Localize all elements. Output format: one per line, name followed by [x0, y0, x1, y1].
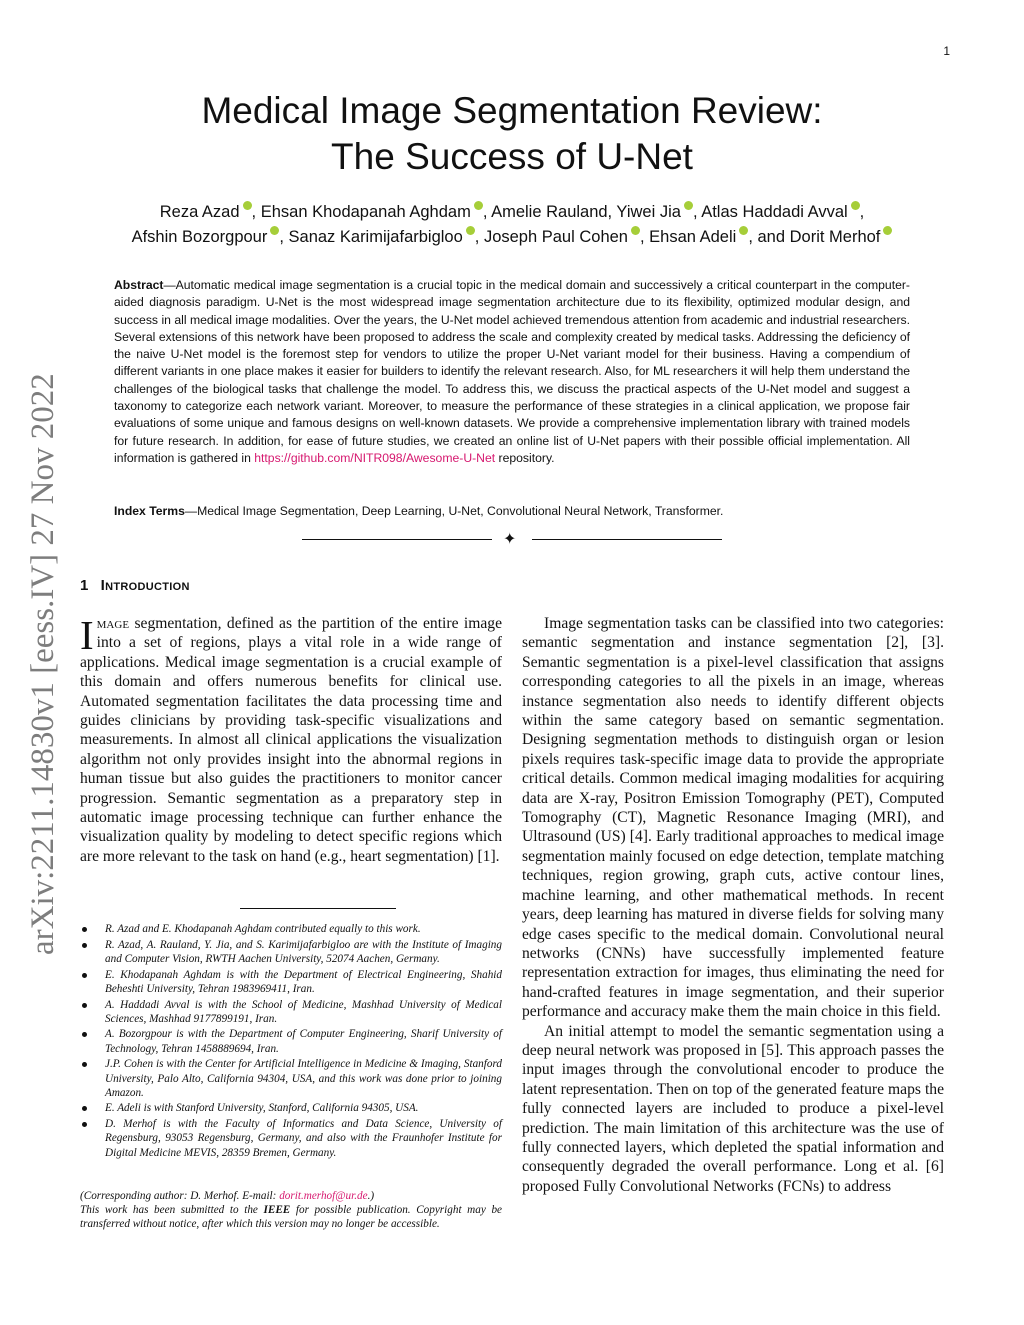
author-name: Amelie Rauland, Yiwei Jia	[491, 203, 693, 221]
footnote-item: E. Adeli is with Stanford University, Stanford, California 94305, USA.	[80, 1101, 502, 1115]
abstract	[114, 277, 910, 467]
section-title: Introduction	[100, 577, 190, 594]
footnote-rule	[240, 908, 396, 909]
arxiv-side-stamp[interactable]: arXiv:2211.14830v1 [eess.IV] 27 Nov 2022	[25, 373, 61, 955]
orcid-icon[interactable]	[883, 226, 892, 235]
footnote-item: E. Khodapanah Aghdam is with the Department of Electrical Engineering, Shahid Beheshti University, Tehran 1983969411, Iran.	[80, 968, 502, 996]
submission-note: This work has been submitted to the IEEE for possible publication. Copyright may be transferred without notice, after which this version may no longer be accessible.	[80, 1204, 502, 1230]
bullet-icon	[82, 973, 87, 978]
footnote-list	[80, 922, 502, 1161]
right-column	[522, 614, 944, 1196]
body-paragraph: An initial attempt to model the semantic segmentation using a deep neural network was proposed in [5]. This approach passes the input images through the convolutional encoder to produce the latent representation. Then on top of the generated feature maps the fully connected layers are included to produce a pixel-level prediction. The main limitation of this architecture was the use of fully connected layers, which depleted the spatial information and consequently degraded the overall performance. Long et al. [6] proposed Fully Convolutional Networks (FCNs) to address	[522, 1022, 944, 1195]
left-column	[80, 614, 502, 866]
abstract-label: Abstract	[114, 278, 164, 292]
bullet-icon	[82, 1122, 87, 1127]
bullet-icon	[82, 1062, 87, 1067]
github-repo-link[interactable]: https://github.com/NITR098/Awesome-U-Net	[254, 450, 496, 465]
divider-line	[302, 539, 492, 540]
drop-cap: I	[80, 612, 94, 658]
section-number: 1	[80, 577, 89, 594]
orcid-icon[interactable]	[270, 226, 279, 235]
author-name: Afshin Bozorgpour	[132, 228, 280, 246]
title-line-2: The Success of U-Net	[331, 136, 693, 177]
abstract-text-end: repository.	[495, 450, 555, 465]
email-link[interactable]: dorit.merhof@ur.de	[279, 1190, 368, 1202]
section-divider	[302, 529, 722, 548]
author-name: Atlas Haddadi Avval	[701, 203, 859, 221]
ieee-label: IEEE	[263, 1204, 291, 1216]
footnote-item: J.P. Cohen is with the Center for Artificial Intelligence in Medicine & Imaging, Stanford University, Palo Alto, California 94304, USA, and this work was done prior to joining Amazon.	[80, 1057, 502, 1100]
bullet-icon	[82, 1003, 87, 1008]
four-point-star-icon: ✦	[503, 529, 517, 548]
orcid-icon[interactable]	[631, 226, 640, 235]
orcid-icon[interactable]	[851, 201, 860, 210]
divider-line	[532, 539, 722, 540]
page-number: 1	[943, 44, 950, 58]
index-terms	[114, 503, 910, 520]
corresponding-note	[80, 1189, 502, 1231]
intro-paragraph	[80, 614, 502, 866]
body-paragraph: Image segmentation tasks can be classified into two categories: semantic segmentation and instance segmentation [2], [3]. Semantic segmentation is a pixel-level classification that assigns corresponding categories to all the pixels in an image, whereas instance segmentation also needs to identify different objects within the same category based on semantic segmentation. Designing segmentation methods to distinguish organ or lesion pixels requires task-specific image data to provide the appropriate critical details. Common medical imaging modalities for acquiring data are X-ray, Positron Emission Tomography (PET), Computed Tomography (CT), Magnetic Resonance Imaging (MRI), and Ultrasound (US) [4]. Early traditional approaches to medical image segmentation mainly focused on edge detection, template matching techniques, region growing, graph cuts, active contour lines, machine learning, and other mathematical methods. In recent years, deep learning has matured in diverse fields for solving many edge cases specific to the medical domain. Convolutional neural networks (CNNs) have successfully implemented feature representation extraction for images, thus eliminating the need for hand-crafted features in image segmentation, and their superior performance and accuracy make them the main choice in this field.	[522, 615, 944, 1021]
footnote-item: R. Azad, A. Rauland, Y. Jia, and S. Karimijafarbigloo are with the Institute of Imaging and Computer Vision, RWTH Aachen University, 52074 Aachen, Germany.	[80, 938, 502, 966]
author-name: Ehsan Khodapanah Aghdam	[261, 203, 483, 221]
author-name: Reza Azad	[160, 203, 252, 221]
paper-title	[100, 88, 924, 180]
author-name: Dorit Merhof	[790, 228, 893, 246]
author-name: Sanaz Karimijafarbigloo	[289, 228, 475, 246]
section-heading	[80, 577, 190, 594]
index-terms-label: Index Terms	[114, 504, 185, 518]
intro-smallcaps: mage	[96, 615, 130, 632]
abstract-text: —Automatic medical image segmentation is a crucial topic in the medical domain and successively a critical counterpart in the computer-aided diagnosis paradigm. U-Net is the most widespread image segmentation architecture due to its flexibility, optimized modular design, and success in all medical image modalities. Over the years, the U-Net model achieved tremendous attention from academic and industrial researchers. Several extensions of this network have been proposed to address the scale and complexity created by medical tasks. Addressing the deficiency of the naive U-Net model is the foremost step for vendors to utilize the proper U-Net variant model for their business. Having a compendium of different variants in one place makes it easier for builders to identify the relevant research. Also, for ML researchers it will help them understand the challenges of the biological tasks that challenge the model. To address this, we discuss the practical aspects of the U-Net model and suggest a taxonomy to categorize each network variant. Moreover, to measure the performance of these strategies in a clinical application, we propose fair evaluations of some unique and famous designs on well-known datasets. We provide a comprehensive implementation library with trained models for future research. In addition, for ease of future studies, we created an online list of U-Net papers with their possible official implementation. All information is gathered in	[114, 278, 910, 465]
index-terms-text: —Medical Image Segmentation, Deep Learning, U-Net, Convolutional Neural Network, Transformer.	[184, 504, 724, 518]
bullet-icon	[82, 943, 87, 948]
author-name: Ehsan Adeli	[649, 228, 748, 246]
orcid-icon[interactable]	[474, 201, 483, 210]
footnote-item: A. Bozorgpour is with the Department of Computer Engineering, Sharif University of Technology, Tehran 1458889694, Iran.	[80, 1027, 502, 1055]
corresponding-author: (Corresponding author: D. Merhof. E-mail: dorit.merhof@ur.de.)	[80, 1190, 375, 1202]
bullet-icon	[82, 1106, 87, 1111]
orcid-icon[interactable]	[243, 201, 252, 210]
footnote-item: D. Merhof is with the Faculty of Informatics and Data Science, University of Regensburg, 93053 Regensburg, Germany, and also with the Fraunhofer Institute for Digital Medicine MEVIS, 28359 Bremen, Germany.	[80, 1117, 502, 1160]
orcid-icon[interactable]	[684, 201, 693, 210]
footnote-item: A. Haddadi Avval is with the School of Medicine, Mashhad University of Medical Sciences, Mashhad 9177899191, Iran.	[80, 998, 502, 1026]
footnote-item: R. Azad and E. Khodapanah Aghdam contributed equally to this work.	[80, 922, 502, 936]
bullet-icon	[82, 1032, 87, 1037]
author-name: Joseph Paul Cohen	[484, 228, 640, 246]
title-line-1: Medical Image Segmentation Review:	[201, 90, 823, 131]
bullet-icon	[82, 927, 87, 932]
author-list: Reza Azad , Ehsan Khodapanah Aghdam , Amelie Rauland, Yiwei Jia , Atlas Haddadi Avval , Afshin Bozorgpour , Sanaz Karimijafarbigloo , Joseph Paul Cohen , Ehsan Adeli , and Dorit Merhof	[60, 200, 964, 250]
orcid-icon[interactable]	[466, 226, 475, 235]
intro-text: segmentation, defined as the partition of the entire image into a set of regions, plays a vital role in a wide range of applications. Medical image segmentation is a crucial example of this domain and offers numerous benefits for clinical use. Automated segmentation facilitates the data processing time and guides clinicians by providing task-specific visualizations and measurements. In almost all clinical applications the visualization algorithm not only provides insight into the abnormal regions in human tissue but also guides the practitioners to monitor cancer progression. Semantic segmentation as a preparatory step in automatic image processing technique can further enhance the visualization quality by modeling to detect specific regions which are more relevant to the task on hand (e.g., heart segmentation) [1].	[80, 615, 502, 865]
orcid-icon[interactable]	[739, 226, 748, 235]
